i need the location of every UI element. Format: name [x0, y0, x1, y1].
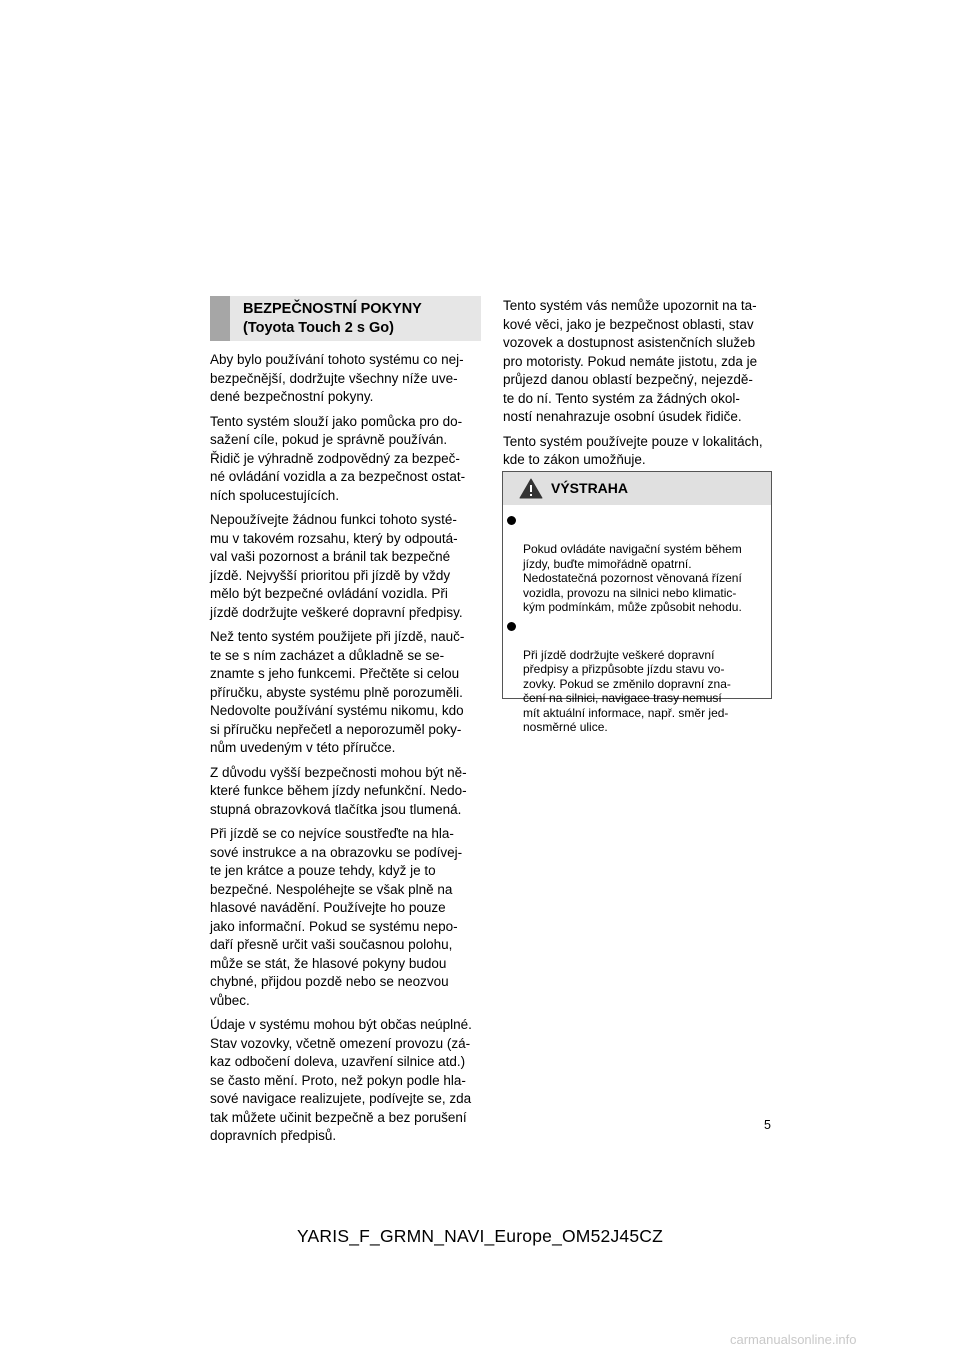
warning-list: [503, 513, 771, 739]
section-header: [210, 296, 481, 341]
bullet-icon: [507, 622, 516, 631]
paragraph: Nepoužívejte žádnou funkci tohoto systé- mu v takovém rozsahu, který by odpoutá- val vaši pozornost a bránil tak bezpečné jízdě. Nejvyšší prioritou při jízdě by vždy mělo být bezpečné ovládání vozidla. Při jízdě dodržujte veškeré dopravní předpisy.: [210, 512, 463, 620]
warning-item-text: Při jízdě dodržujte veškeré dopravní předpisy a přizpůsobte jízdu stavu vo- zovky. Pokud se změnilo dopravní zna- čení na silnici, navigace trasy nemusí mít aktuální informace, např. směr jed- nosměrné ulice.: [523, 647, 731, 734]
paragraph: Tento systém slouží jako pomůcka pro do- sažení cíle, pokud je správně používán. Řidič je výhradně zodpovědný za bezpeč- né ovládání vozidla a za bezpečnost ostat- ních spolucestujících.: [210, 413, 466, 503]
section-header-tab: [210, 296, 230, 341]
warning-item: [503, 513, 771, 615]
warning-header: [503, 472, 771, 505]
paragraph: Než tento systém použijete při jízdě, nauč- te se s ním zacházet a důkladně se se- znamte s jeho funkcemi. Přečtěte si celou příručku, abyste systému plně porozuměli. Nedovolte používání systému nikomu, kdo si příručku nepřečetl a neporozuměl poky- nům uvedeným v této příručce.: [210, 629, 465, 755]
warning-item: [503, 619, 771, 735]
section-title-line1: BEZPEČNOSTNÍ POKYNY: [243, 301, 422, 317]
paragraph: Aby bylo používání tohoto systému co nej- bezpečnější, dodržujte všechny níže uve- dené bezpečnostní pokyny.: [210, 352, 464, 404]
page-number: 5: [764, 1118, 771, 1132]
paragraph: Při jízdě se co nejvíce soustřeďte na hla- sové instrukce a na obrazovku se podívej- te jen krátce a pouze tehdy, když je to bezpečné. Nespoléhejte se však plně na hlasové navádění. Používejte ho pouze jako informační. Pokud se systému nepo- daří přesně určit vaši současnou polohu, může se stát, že hlasové pokyny budou chybné, přijdou pozdě nebo se neozvou vůbec.: [210, 826, 463, 1008]
paragraph: Tento systém používejte pouze v lokalitách, kde to zákon umožňuje.: [503, 433, 763, 467]
footer-document-code: YARIS_F_GRMN_NAVI_Europe_OM52J45CZ: [296, 1226, 663, 1246]
paragraph: Tento systém vás nemůže upozornit na ta- kové věci, jako je bezpečnost oblasti, stav vozovek a dostupnost asistenčních služeb pro motoristy. Pokud nemáte jistotu, zda je průjezd danou oblastí bezpečný, nejezdě- te do ní. Tento systém za žádných okol- ností nenahrazuje osobní úsudek řidiče.: [503, 298, 758, 424]
right-column: [503, 297, 773, 476]
warning-triangle-icon: [519, 478, 543, 499]
left-column: [210, 351, 482, 1152]
warning-box: [502, 471, 772, 734]
section-title-line2: (Toyota Touch 2 s Go): [243, 320, 394, 336]
bullet-icon: [507, 516, 516, 525]
section-title: [243, 300, 422, 338]
warning-item-text: Pokud ovládáte navigační systém během jízdy, buďte mimořádně opatrní. Nedostatečná pozornost věnovaná řízení vozidla, provozu na silnici nebo klimatic- kým podmínkám, může způsobit nehodu.: [523, 542, 742, 614]
watermark: carmanualsonline.info: [730, 1332, 857, 1347]
warning-title: VÝSTRAHA: [551, 480, 629, 496]
paragraph: Z důvodu vyšší bezpečnosti mohou být ně- které funkce během jízdy nefunkční. Nedo- stupná obrazovková tlačítka jsou tlumená.: [210, 764, 467, 817]
paragraph: Údaje v systému mohou být občas neúplné. Stav vozovky, včetně omezení provozu (zá- kaz odbočení doleva, uzavření silnice atd.) se často mění. Proto, než pokyn podle hla- sové navigace realizujete, podívejte se, zda tak můžete učinit bezpečně a bez porušení dopravních předpisů.: [210, 1017, 472, 1143]
